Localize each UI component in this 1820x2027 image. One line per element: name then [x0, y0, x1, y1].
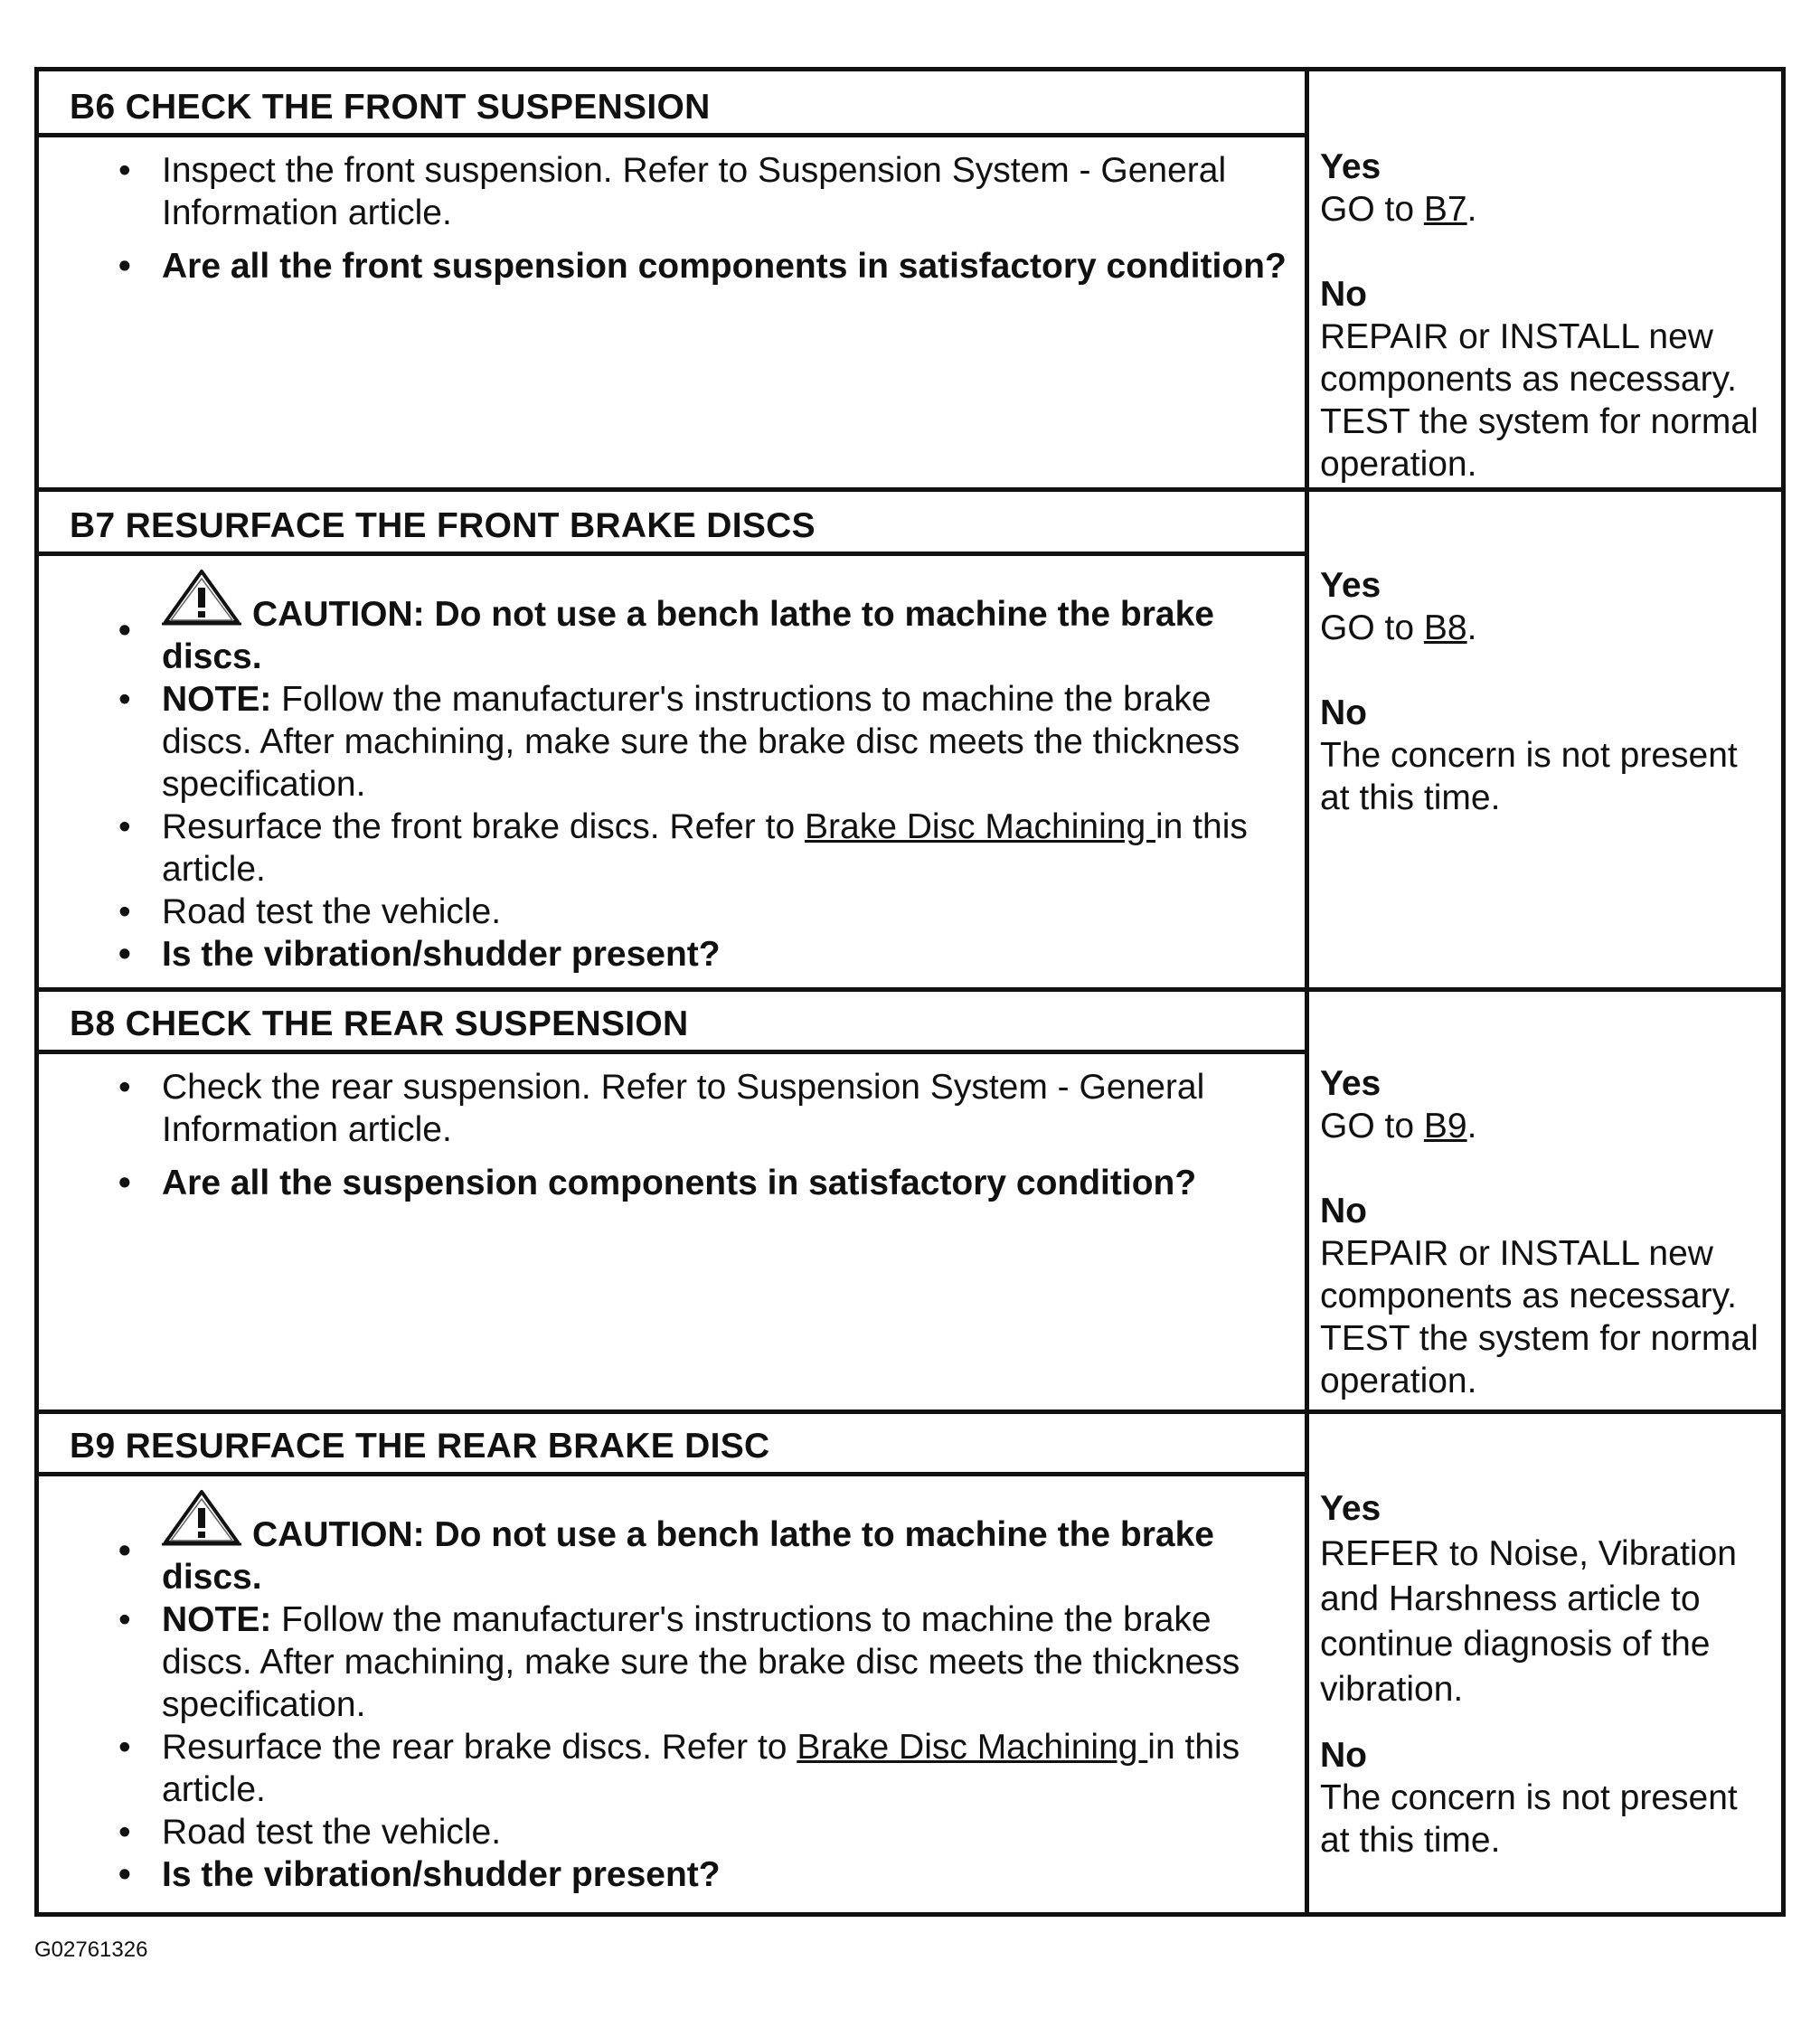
answers [1320, 1486, 1772, 1862]
yes-label: Yes [1320, 1489, 1382, 1528]
no-action: The concern is not present at this time. [1320, 1778, 1738, 1860]
brake-disc-machining-link[interactable]: Brake Disc Machining [805, 807, 1155, 846]
question-text: Is the vibration/shudder present? [162, 1855, 721, 1894]
action-text: Inspect the front suspension. Refer to Suspension System - General Information article. [162, 151, 1227, 232]
column-divider [1305, 1414, 1309, 1912]
diagnostic-table [34, 67, 1786, 1917]
bullet: • [118, 1813, 131, 1852]
action-item [39, 149, 1305, 234]
yes-label: Yes [1320, 1064, 1382, 1103]
step-actions [39, 568, 1305, 976]
no-label: No [1320, 1736, 1367, 1775]
bullet: • [118, 151, 131, 190]
action-item [39, 1811, 1305, 1853]
question-item [39, 1162, 1305, 1204]
no-label: No [1320, 1192, 1367, 1230]
yes-label: Yes [1320, 566, 1382, 605]
step-b9 [39, 1414, 1781, 1912]
note-text: Follow the manufacturer's instructions to machine the brake discs. After machining, make sure the brake disc meets the thickness specification. [162, 680, 1240, 804]
step-b6 [39, 71, 1781, 492]
yes-post: . [1466, 608, 1477, 647]
heading-rule [39, 1472, 1305, 1476]
goto-b9-link[interactable]: B9 [1423, 1107, 1467, 1145]
question-item [39, 933, 1305, 976]
heading-rule [39, 133, 1305, 137]
column-divider [1305, 992, 1309, 1414]
step-heading: B9 RESURFACE THE REAR BRAKE DISC [70, 1427, 770, 1466]
column-divider [1305, 71, 1309, 492]
caution-item [39, 1488, 1305, 1598]
figure-id: G02761326 [34, 1937, 148, 1962]
warning-triangle-icon [162, 568, 241, 627]
action-text: Resurface the rear brake discs. Refer to [162, 1728, 797, 1767]
bullet: • [118, 1532, 131, 1570]
bullet: • [118, 1600, 131, 1639]
column-divider [1305, 492, 1309, 992]
answers [1320, 564, 1772, 819]
caution-item [39, 568, 1305, 678]
step-heading: B7 RESURFACE THE FRONT BRAKE DISCS [70, 506, 816, 545]
caution-text: CAUTION: Do not use a bench lathe to machine the brake discs. [162, 1515, 1214, 1597]
brake-disc-machining-link[interactable]: Brake Disc Machining [797, 1728, 1148, 1767]
note-text: Follow the manufacturer's instructions to machine the brake discs. After machining, make sure the brake disc meets the thickness specification. [162, 1600, 1240, 1724]
note-label: NOTE: [162, 1600, 272, 1639]
heading-rule [39, 1050, 1305, 1054]
step-heading: B6 CHECK THE FRONT SUSPENSION [70, 88, 711, 127]
yes-post: . [1466, 1107, 1477, 1145]
yes-action [1320, 1105, 1772, 1147]
action-text: Check the rear suspension. Refer to Suspension System - General Information article. [162, 1068, 1205, 1149]
yes-text: GO to [1320, 190, 1424, 229]
action-text: Resurface the front brake discs. Refer to [162, 807, 805, 846]
action-item [39, 891, 1305, 933]
bullet: • [118, 892, 131, 931]
question-text: Are all the front suspension components in satisfactory condition? [162, 247, 1287, 286]
bullet: • [118, 247, 131, 286]
heading-rule [39, 552, 1305, 556]
step-b8 [39, 992, 1781, 1414]
question-text: Are all the suspension components in satisfactory condition? [162, 1164, 1197, 1202]
action-text: Road test the vehicle. [162, 1813, 502, 1852]
yes-post: . [1466, 190, 1477, 229]
yes-action [1320, 188, 1772, 231]
question-item [39, 1853, 1305, 1896]
note-item [39, 1598, 1305, 1726]
answers [1320, 1062, 1772, 1402]
bullet: • [118, 611, 131, 650]
no-action: REPAIR or INSTALL new components as necessary. TEST the system for normal operation. [1320, 317, 1759, 484]
step-actions [39, 1066, 1305, 1204]
goto-b7-link[interactable]: B7 [1423, 190, 1467, 229]
action-item [39, 1726, 1305, 1811]
bullet: • [118, 1855, 131, 1894]
yes-text: GO to [1320, 608, 1424, 647]
yes-action: REFER to Noise, Vibration and Harshness article to continue diagnosis of the vibration. [1320, 1534, 1737, 1709]
action-text-post: in this article. [162, 807, 1248, 889]
note-item [39, 678, 1305, 806]
note-label: NOTE: [162, 680, 272, 719]
no-label: No [1320, 275, 1367, 314]
step-heading: B8 CHECK THE REAR SUSPENSION [70, 1004, 689, 1043]
question-item [39, 245, 1305, 288]
bullet: • [118, 1728, 131, 1767]
question-text: Is the vibration/shudder present? [162, 935, 721, 974]
yes-text: GO to [1320, 1107, 1424, 1145]
no-action: REPAIR or INSTALL new components as necessary. TEST the system for normal operation. [1320, 1234, 1759, 1400]
goto-b8-link[interactable]: B8 [1423, 608, 1467, 647]
step-actions [39, 1488, 1305, 1896]
action-item [39, 1066, 1305, 1151]
bullet: • [118, 807, 131, 846]
bullet: • [118, 935, 131, 974]
bullet: • [118, 680, 131, 719]
answers [1320, 146, 1772, 486]
yes-action [1320, 607, 1772, 649]
warning-triangle-icon [162, 1488, 241, 1548]
step-actions [39, 149, 1305, 288]
step-b7 [39, 492, 1781, 992]
bullet: • [118, 1164, 131, 1202]
yes-label: Yes [1320, 147, 1382, 186]
bullet: • [118, 1068, 131, 1107]
action-text: Road test the vehicle. [162, 892, 502, 931]
no-action: The concern is not present at this time. [1320, 736, 1738, 817]
caution-text: CAUTION: Do not use a bench lathe to machine the brake discs. [162, 595, 1214, 676]
no-label: No [1320, 693, 1367, 732]
action-text-post: in this article. [162, 1728, 1240, 1809]
action-item [39, 806, 1305, 891]
